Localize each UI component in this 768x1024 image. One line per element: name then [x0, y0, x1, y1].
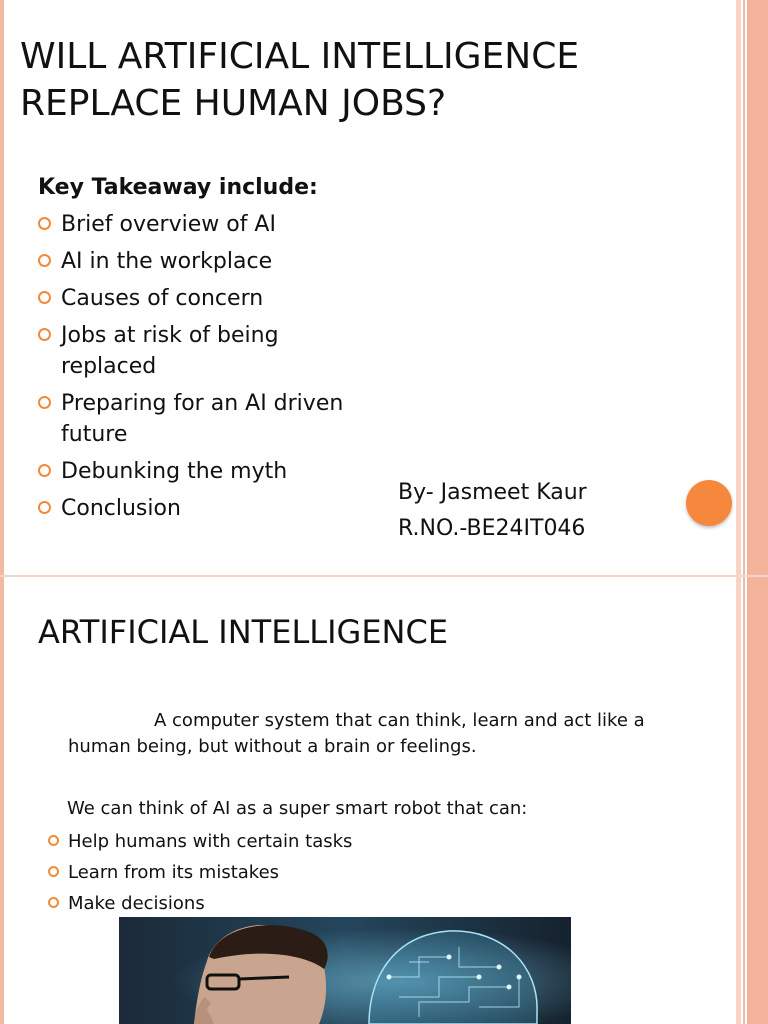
- ai-head-image: [119, 917, 571, 1024]
- list-item: Debunking the myth: [38, 456, 358, 487]
- list-item: Brief overview of AI: [38, 209, 358, 240]
- bullet-circle-icon: [38, 328, 51, 341]
- ai-capabilities-list: [48, 826, 352, 919]
- bullet-circle-icon: [38, 254, 51, 267]
- list-item: Causes of concern: [38, 283, 358, 314]
- list-item: Make decisions: [48, 888, 352, 919]
- bullet-circle-icon: [38, 501, 51, 514]
- ai-definition: A computer system that can think, learn and act like a human being, but without a brain or feelings.: [68, 710, 645, 757]
- slide-2-title: ARTIFICIAL INTELLIGENCE: [38, 613, 449, 651]
- key-takeaway-section: [38, 173, 358, 530]
- list-item: Jobs at risk of being replaced: [38, 320, 358, 382]
- bullet-circle-icon: [48, 866, 59, 877]
- takeaway-list: [38, 209, 358, 524]
- roll-number: R.NO.-BE24IT046: [398, 516, 586, 541]
- author-name: By- Jasmeet Kaur: [398, 480, 587, 505]
- list-item: Preparing for an AI driven future: [38, 388, 358, 450]
- bullet-circle-icon: [48, 835, 59, 846]
- ai-intro-text: We can think of AI as a super smart robot that can:: [67, 798, 528, 819]
- key-takeaway-heading: Key Takeaway include:: [38, 175, 318, 200]
- list-item: Help humans with certain tasks: [48, 826, 352, 857]
- author-block: [398, 475, 587, 547]
- bullet-circle-icon: [38, 217, 51, 230]
- orange-circle-decoration: [686, 480, 732, 526]
- list-item: Learn from its mistakes: [48, 857, 352, 888]
- bullet-circle-icon: [38, 291, 51, 304]
- right-decorative-stripes: [736, 0, 768, 1024]
- bullet-circle-icon: [38, 396, 51, 409]
- slide-divider: [0, 575, 768, 577]
- list-item: AI in the workplace: [38, 246, 358, 277]
- list-item: Conclusion: [38, 493, 358, 524]
- bullet-circle-icon: [38, 464, 51, 477]
- bullet-circle-icon: [48, 897, 59, 908]
- slide-title: WILL ARTIFICIAL INTELLIGENCE REPLACE HUMAN JOBS?: [20, 36, 580, 124]
